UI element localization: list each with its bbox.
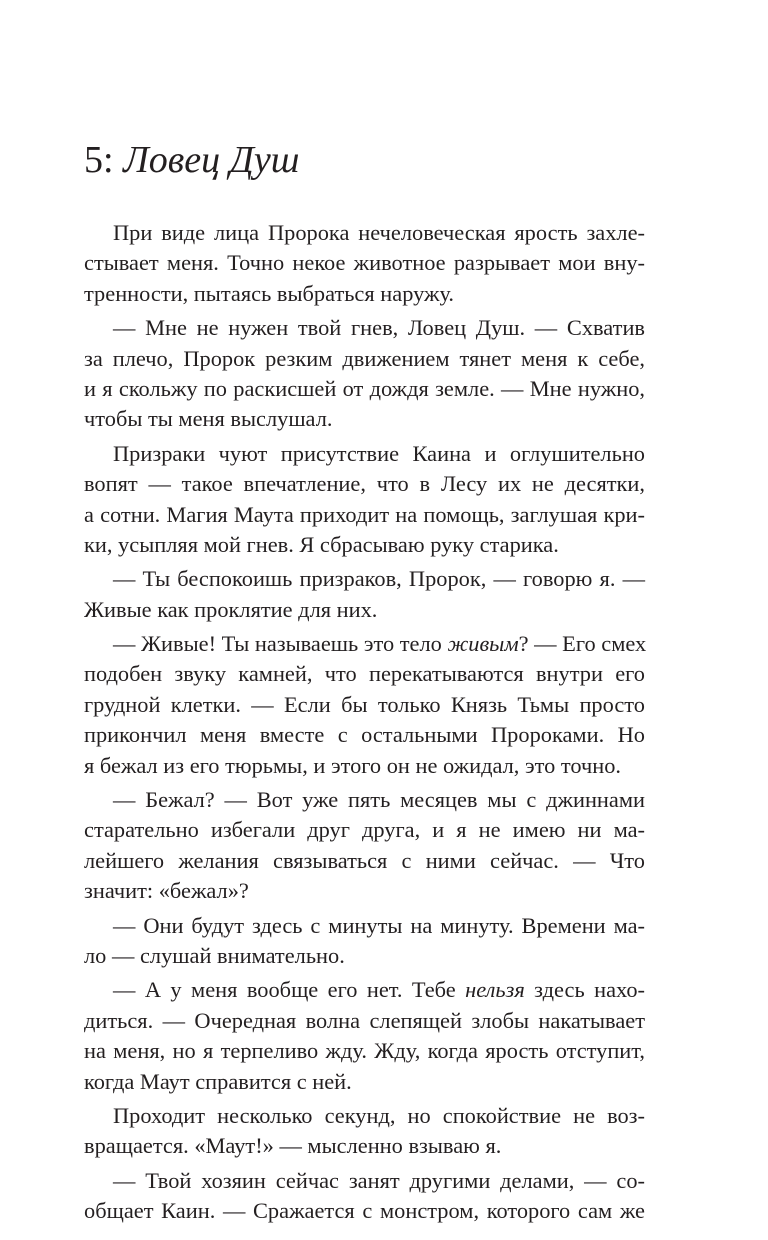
- text-line: — Ты беспокоишь призраков, Пророк, — говорю я. —: [113, 566, 645, 592]
- text-line: грудной клетки. — Если бы только Князь Тьмы просто: [84, 691, 645, 717]
- text-line: Живые как проклятие для них.: [84, 596, 378, 622]
- text-line: — Они будут здесь с минуты на минуту. Времени ма-: [113, 912, 645, 938]
- text-line: стывает меня. Точно некое животное разрывает мои вну-: [84, 250, 645, 276]
- text-line: прикончил меня вместе с остальными Пророками. Но: [84, 722, 645, 748]
- chapter-body: [84, 218, 645, 1227]
- text-line: подобен звуку камней, что перекатываются внутри его: [84, 661, 645, 687]
- text-line: вопят — такое впечатление, что в Лесу их не десятки,: [84, 471, 645, 497]
- text-line: — Живые! Ты называешь это тело живым? — Его смех: [113, 631, 647, 657]
- text-line: общает Каин. — Сражается с монстром, которого сам же: [84, 1198, 645, 1224]
- text-line: — Твой хозяин сейчас занят другими делами, — со-: [113, 1167, 645, 1193]
- chapter-heading: [84, 138, 299, 182]
- text-line: вращается. «Маут!» — мысленно взываю я.: [84, 1133, 502, 1159]
- text-line: При виде лица Пророка нечеловеческая ярость захле-: [113, 220, 645, 245]
- text-line: лейшего желания связываться с ними сейчас. — Что: [84, 847, 645, 873]
- text-line: Проходит несколько секунд, но спокойствие не воз-: [113, 1102, 645, 1128]
- italic-word: живым: [447, 631, 519, 657]
- text-line: а сотни. Магия Маута приходит на помощь, заглушая кри-: [84, 501, 645, 527]
- text-line: — Бежал? — Вот уже пять месяцев мы с джиннами: [113, 787, 645, 813]
- italic-word: нельзя: [465, 977, 525, 1003]
- text-line: чтобы ты меня выслушал.: [84, 406, 333, 432]
- text-line: когда Маут справится с ней.: [84, 1068, 352, 1094]
- text-line: диться. — Очередная волна слепящей злобы накатывает: [84, 1007, 645, 1033]
- text-line: тренности, пытаясь выбраться наружу.: [84, 280, 455, 306]
- text-line: ло — слушай внимательно.: [84, 942, 345, 968]
- chapter-title: Ловец Душ: [123, 139, 300, 181]
- text-line: значит: «бежал»?: [84, 878, 249, 904]
- text-line: на меня, но я терпеливо жду. Жду, когда ярость отступит,: [84, 1038, 645, 1064]
- text-line: за плечо, Пророк резким движением тянет меня к себе,: [84, 345, 645, 371]
- text-line: старательно избегали друг друга, и я не имею ни ма-: [84, 817, 645, 843]
- text-line: и я скольжу по раскисшей от дождя земле. — Мне нужно,: [84, 375, 645, 401]
- text-line: ки, усыпляя мой гнев. Я сбрасываю руку старика.: [84, 531, 559, 557]
- text-line: Призраки чуют присутствие Каина и оглушительно: [113, 440, 645, 466]
- chapter-number: 5:: [84, 139, 114, 181]
- text-line: — Мне не нужен твой гнев, Ловец Душ. — Схватив: [113, 315, 645, 341]
- text-line: я бежал из его тюрьмы, и этого он не ожидал, это точно.: [84, 752, 622, 778]
- text-line: — А у меня вообще его нет. Тебе нельзя здесь нахо-: [113, 977, 646, 1003]
